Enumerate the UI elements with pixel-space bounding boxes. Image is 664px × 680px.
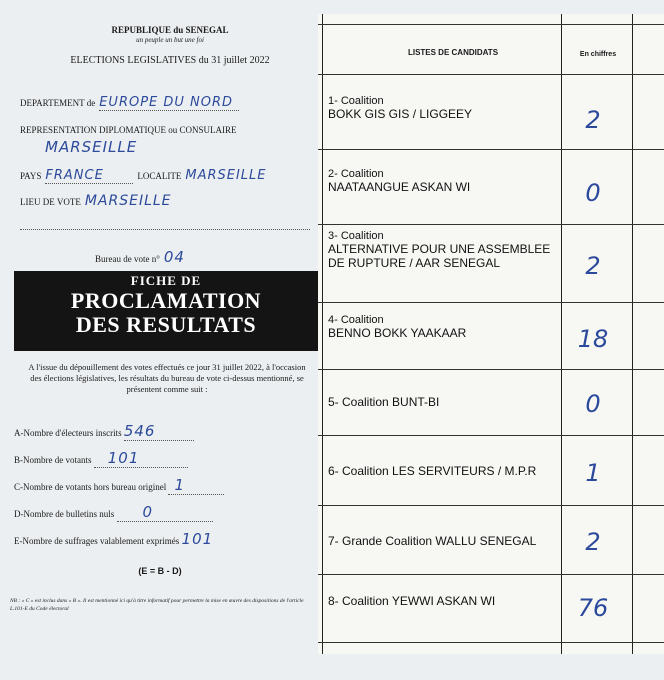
count-label: A-Nombre d'électeurs inscrits [14, 428, 122, 438]
bureau-label: Bureau de vote n° [95, 254, 160, 264]
intro-text: A l'issue du dépouillement des votes effectués ce jour 31 juillet 2022, à l'occasion des élections législatives, les résultats du bureau de vote ci-dessus mentionné, se présentent comme suit : [28, 362, 306, 394]
bureau-row [95, 248, 295, 267]
votes-4: 18 [577, 325, 609, 353]
departement-label: DEPARTEMENT de [20, 98, 96, 108]
count-c [14, 476, 314, 503]
count-d [14, 503, 314, 530]
row-divider [318, 302, 664, 303]
count-value: 0 [117, 503, 213, 522]
col-divider-2 [632, 14, 633, 654]
formula: (E = B - D) [138, 566, 182, 576]
coalition-7: 7- Grande Coalition WALLU SENEGAL [328, 534, 537, 548]
row-divider [318, 149, 664, 150]
departement-row [20, 93, 310, 113]
motto: un peuple un but une foi [136, 36, 204, 44]
votes-5: 0 [585, 390, 601, 418]
row-divider [318, 574, 664, 575]
row-divider [318, 224, 664, 225]
votes-7: 2 [585, 528, 601, 556]
localite-label: LOCALITE [137, 171, 182, 181]
coalition-name: ALTERNATIVE POUR UNE ASSEMBLEE [328, 242, 551, 256]
coalition-6: 6- Coalition LES SERVITEURS / M.P.R [328, 464, 537, 478]
header-top-line [318, 24, 664, 25]
count-label: D-Nombre de bulletins nuls [14, 509, 115, 519]
coalition-line1: 3- Coalition [328, 230, 384, 242]
footnote: NB : « C » est inclus dans « B ». Il est mentionné ici qu'à titre informatif pour permettre la mise en œuvre des dispositions de l'article L.101-E du Code électoral [10, 598, 304, 612]
lieu-row [20, 192, 310, 210]
count-value: 101 [94, 449, 188, 468]
republic-title: REPUBLIQUE du SENEGAL [111, 25, 229, 35]
coalition-3 [328, 230, 550, 270]
banner-line1: FICHE DE [130, 273, 202, 288]
coalition-1 [328, 95, 472, 121]
votes-3: 2 [585, 252, 601, 280]
coalition-5: 5- Coalition BUNT-BI [328, 395, 440, 409]
count-value: 1 [168, 476, 224, 495]
representation-value: MARSEILLE [45, 138, 138, 156]
localite-value: MARSEILLE [185, 168, 267, 183]
count-label: B-Nombre de votants [14, 455, 92, 465]
count-label: E-Nombre de suffrages valablement exprimés [14, 536, 180, 546]
election-title: ELECTIONS LEGISLATIVES du 31 juillet 2022 [70, 55, 270, 66]
votes-8: 76 [577, 594, 609, 622]
row-divider [318, 505, 664, 506]
coalition-2 [328, 168, 470, 194]
count-b [14, 449, 314, 476]
banner-line2: PROCLAMATION [70, 288, 262, 313]
row-divider [318, 435, 664, 436]
departement-value: EUROPE DU NORD [99, 95, 239, 111]
col-figures-header: En chiffres [579, 51, 617, 58]
left-page [0, 0, 320, 680]
votes-1: 2 [585, 106, 601, 134]
count-e [14, 530, 314, 557]
pays-value: FRANCE [45, 168, 133, 184]
coalition-name: BENNO BOKK YAAKAAR [328, 326, 467, 340]
votes-2: 0 [585, 179, 601, 207]
row-divider [318, 369, 664, 370]
pays-row [20, 166, 320, 184]
count-label: C-Nombre de votants hors bureau originel [14, 482, 167, 492]
coalition-line1: 1- Coalition [328, 95, 384, 107]
bureau-value: 04 [163, 248, 185, 266]
banner-line3: DES RESULTATS [75, 312, 257, 337]
pays-label: PAYS [20, 171, 42, 181]
coalition-name: NAATAANGUE ASKAN WI [328, 180, 471, 194]
counts-list [14, 422, 314, 557]
proclamation-banner [14, 271, 318, 351]
lieu-label: LIEU DE VOTE [20, 197, 81, 207]
coalition-line1: 4- Coalition [328, 314, 384, 326]
count-value: 546 [124, 422, 194, 441]
table-bottom-line [318, 642, 664, 643]
coalition-name: BOKK GIS GIS / LIGGEEY [328, 107, 473, 121]
col-lists-header: LISTES DE CANDIDATS [407, 48, 499, 57]
votes-6: 1 [585, 459, 601, 487]
count-value: 101 [181, 530, 214, 548]
count-a [14, 422, 314, 449]
blank-line [20, 229, 310, 230]
header-bottom-line [318, 74, 664, 75]
representation-row [20, 120, 310, 138]
coalition-8: 8- Coalition YEWWI ASKAN WI [328, 594, 496, 608]
results-table [318, 14, 664, 654]
coalition-line1: 2- Coalition [328, 168, 384, 180]
table-border-left [322, 14, 323, 654]
lieu-value: MARSEILLE [84, 193, 172, 209]
representation-label: REPRESENTATION DIPLOMATIQUE ou CONSULAIRE [20, 125, 237, 135]
coalition-4 [328, 314, 466, 340]
coalition-name-2: DE RUPTURE / AAR SENEGAL [328, 256, 501, 270]
